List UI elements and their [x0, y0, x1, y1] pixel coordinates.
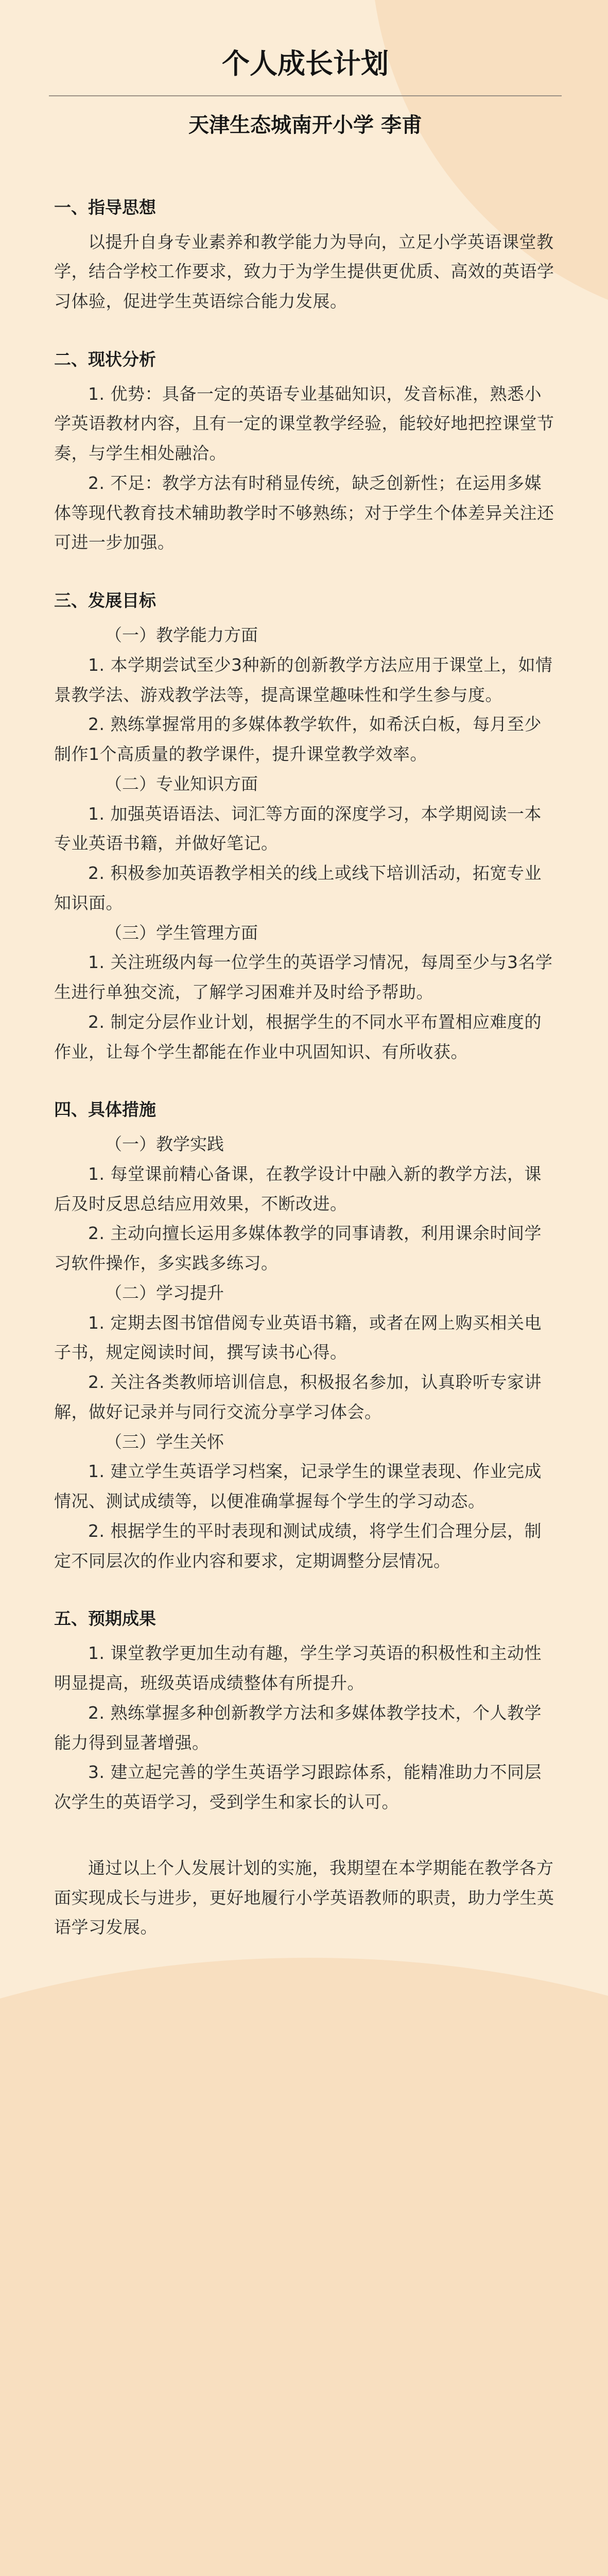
paragraph: 2. 主动向擅长运用多媒体教学的同事请教，利用课余时间学习软件操作，多实践多练习。 — [54, 1223, 542, 1274]
subsection-heading: （二）专业知识方面 — [105, 773, 258, 794]
document-body — [54, 195, 557, 1817]
section-heading: 五、预期成果 — [54, 1608, 156, 1629]
author-line: 天津生态城南开小学 李甫 — [188, 113, 422, 137]
section-heading: 四、具体措施 — [54, 1099, 156, 1120]
paragraph: 1. 本学期尝试至少3种新的创新教学方法应用于课堂上，如情景教学法、游戏教学法等，提高课堂趣味性和学生参与度。 — [54, 654, 553, 705]
paragraph: 2. 熟练掌握多种创新教学方法和多媒体教学技术，个人教学能力得到显著增强。 — [54, 1702, 542, 1753]
paragraph: 1. 定期去图书馆借阅专业英语书籍，或者在网上购买相关电子书，规定阅读时间，撰写读书心得。 — [54, 1312, 542, 1363]
paragraph: 1. 优势：具备一定的英语专业基础知识，发音标准，熟悉小学英语教材内容，且有一定的课堂教学经验，能较好地把控课堂节奏，与学生相处融洽。 — [54, 383, 554, 464]
subsection-heading: （二）学习提升 — [105, 1282, 224, 1303]
paragraph: 1. 关注班级内每一位学生的英语学习情况，每周至少与3名学生进行单独交流，了解学习困难并及时给予帮助。 — [54, 952, 553, 1003]
section-4 — [54, 1097, 557, 1575]
subsection-heading: （一）教学能力方面 — [105, 625, 258, 646]
section-2 — [54, 347, 557, 557]
subsection-heading: （一）教学实践 — [105, 1134, 224, 1155]
paragraph: 1. 建立学生英语学习档案，记录学生的课堂表现、作业完成情况、测试成绩等，以便准确掌握每个学生的学习动态。 — [54, 1461, 542, 1512]
section-heading: 三、发展目标 — [54, 590, 156, 611]
section-heading: 二、现状分析 — [54, 349, 156, 369]
paragraph: 2. 关注各类教师培训信息，积极报名参加，认真聆听专家讲解，做好记录并与同行交流分享学习体会。 — [54, 1372, 542, 1422]
paragraph: 2. 熟练掌握常用的多媒体教学软件，如希沃白板，每月至少制作1个高质量的教学课件，提升课堂教学效率。 — [54, 714, 542, 765]
title-divider — [49, 95, 562, 96]
background-arc-bottom — [0, 1958, 608, 2576]
section-heading: 一、指导思想 — [54, 197, 156, 217]
paragraph: 以提升自身专业素养和教学能力为导向，立足小学英语课堂教学，结合学校工作要求，致力于为学生提供更优质、高效的英语学习体验，促进学生英语综合能力发展。 — [54, 231, 554, 312]
paragraph: 2. 不足：教学方法有时稍显传统，缺乏创新性；在运用多媒体等现代教育技术辅助教学时不够熟练；对于学生个体差异关注还可进一步加强。 — [54, 472, 554, 553]
subsection-heading: （三）学生关怀 — [105, 1431, 224, 1452]
paragraph: 2. 制定分层作业计划，根据学生的不同水平布置相应难度的作业，让每个学生都能在作业中巩固知识、有所收获。 — [54, 1011, 542, 1062]
paragraph: 3. 建立起完善的学生英语学习跟踪体系，能精准助力不同层次学生的英语学习，受到学生和家长的认可。 — [54, 1762, 542, 1812]
section-3 — [54, 588, 557, 1066]
paragraph: 2. 根据学生的平时表现和测试成绩，将学生们合理分层，制定不同层次的作业内容和要求，定期调整分层情况。 — [54, 1520, 542, 1571]
document-title: 个人成长计划 — [222, 47, 389, 80]
closing-paragraph: 通过以上个人发展计划的实施，我期望在本学期能在教学各方面实现成长与进步，更好地履行小学英语教师的职责，助力学生英语学习发展。 — [54, 1857, 554, 1938]
paragraph: 2. 积极参加英语教学相关的线上或线下培训活动，拓宽专业知识面。 — [54, 863, 542, 913]
subsection-heading: （三）学生管理方面 — [105, 922, 258, 943]
paragraph: 1. 加强英语语法、词汇等方面的深度学习，本学期阅读一本专业英语书籍，并做好笔记。 — [54, 803, 542, 854]
paragraph: 1. 每堂课前精心备课，在教学设计中融入新的教学方法，课后及时反思总结应用效果，不断改进。 — [54, 1163, 542, 1214]
section-5 — [54, 1606, 557, 1817]
section-1 — [54, 195, 557, 316]
paragraph: 1. 课堂教学更加生动有趣，学生学习英语的积极性和主动性明显提高，班级英语成绩整体有所提升。 — [54, 1643, 542, 1693]
